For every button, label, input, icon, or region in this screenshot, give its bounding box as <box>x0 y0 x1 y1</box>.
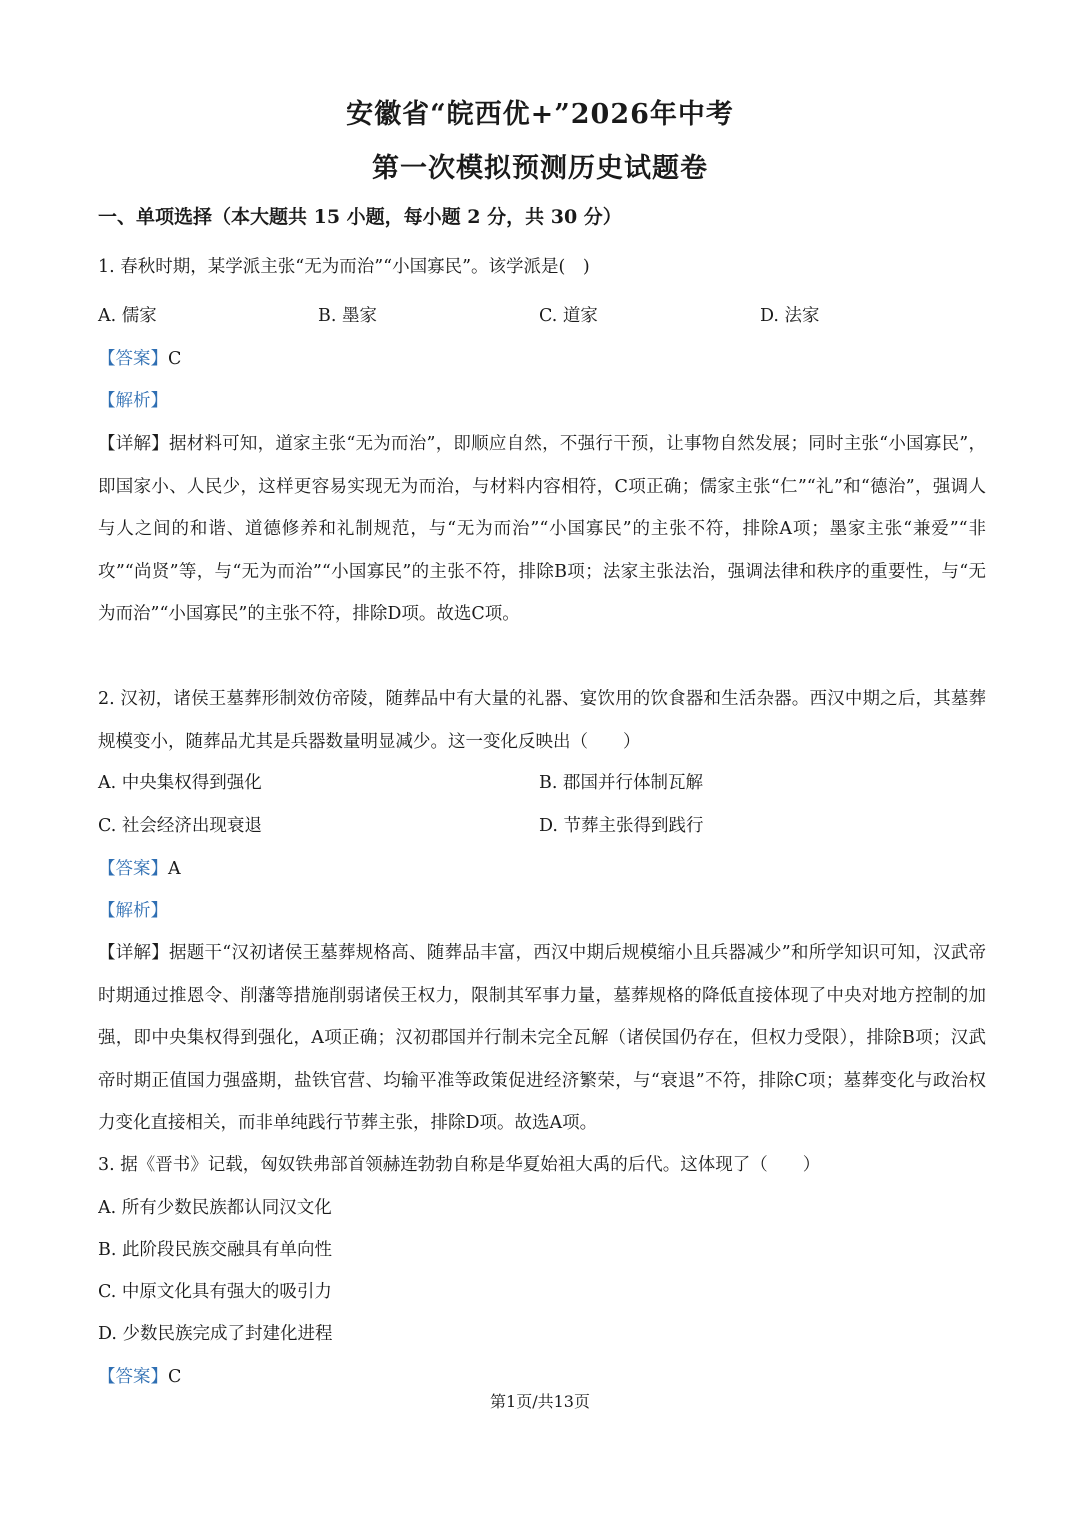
page-footer: 第1页/共13页 <box>490 1392 590 1411</box>
question-3-option-b: B. 此阶段民族交融具有单向性 <box>98 1240 332 1260</box>
question-1-option-d: D. 法家 <box>760 306 820 326</box>
exam-title-line1: 安徽省“皖西优+”2026年中考 <box>346 99 734 130</box>
analysis-label: 【解析】 <box>98 901 168 921</box>
detail-text: 据材料可知，道家主张“无为而治”，即顺应自然，不强行干预，让事物自然发展；同时主张“小国寡民”，即国家小、人民少，这样更容易实现无为而治，与材料内容相符，C项正确；儒家主张“仁”“礼”和“德治”，强调人与人之间的和谐、道德修养和礼制规范，与“无为而治”“小国寡民”的主张不符，排除A项；墨家主张“兼爱”“非攻”“尚贤”等，与“无为而治”“小国寡民”的主张不符，排除B项；法家主张法治，强调法律和秩序的重要性，与“无为而治”“小国寡民”的主张不符，排除D项。故选C项。 <box>98 434 986 624</box>
detail-label: 【详解】 <box>98 943 170 963</box>
question-1-stem: 1. 春秋时期，某学派主张“无为而治”“小国寡民”。该学派是( ) <box>98 257 590 277</box>
question-3-option-d: D. 少数民族完成了封建化进程 <box>98 1324 333 1344</box>
detail-text: 据题干“汉初诸侯王墓葬规格高、随葬品丰富，西汉中期后规模缩小且兵器减少”和所学知识可知，汉武帝时期通过推恩令、削藩等措施削弱诸侯王权力，限制其军事力量，墓葬规格的降低直接体现了中央对地方控制的加强，即中央集权得到强化，A项正确；汉初郡国并行制未完全瓦解（诸侯国仍存在，但权力受限），排除B项；汉武帝时期正值国力强盛期，盐铁官营、均输平准等政策促进经济繁荣，与“衰退”不符，排除C项；墓葬变化与政治权力变化直接相关，而非单纯践行节葬主张，排除D项。故选A项。 <box>98 943 987 1133</box>
question-2-analysis-label <box>98 890 986 933</box>
question-2-option-d: D. 节葬主张得到践行 <box>539 816 704 836</box>
question-1-answer <box>98 338 986 381</box>
question-3-option-c: C. 中原文化具有强大的吸引力 <box>98 1282 332 1302</box>
question-1-option-a: A. 儒家 <box>98 306 157 326</box>
question-1-option-b: B. 墨家 <box>318 306 377 326</box>
answer-label: 【答案】 <box>98 349 168 369</box>
question-2-answer <box>98 848 986 891</box>
question-3-stem: 3. 据《晋书》记载，匈奴铁弗部首领赫连勃勃自称是华夏始祖大禹的后代。这体现了（ ） <box>98 1155 821 1175</box>
question-2-option-a: A. 中央集权得到强化 <box>98 773 262 793</box>
question-2-stem: 2. 汉初，诸侯王墓葬形制效仿帝陵，随葬品中有大量的礼器、宴饮用的饮食器和生活杂器。西汉中期之后，其墓葬规模变小，随葬品尤其是兵器数量明显减少。这一变化反映出（ ） <box>98 689 986 752</box>
section-heading: 一、单项选择（本大题共 15 小题，每小题 2 分，共 30 分） <box>98 206 622 228</box>
question-1-option-c: C. 道家 <box>539 306 598 326</box>
question-1-detail <box>98 423 986 636</box>
analysis-label: 【解析】 <box>98 391 168 411</box>
question-2-option-b: B. 郡国并行体制瓦解 <box>539 773 703 793</box>
answer-label: 【答案】 <box>98 859 168 879</box>
answer-value: C <box>168 1367 182 1387</box>
question-1-analysis-label <box>98 380 986 423</box>
detail-label: 【详解】 <box>98 434 169 454</box>
answer-value: A <box>168 859 181 879</box>
answer-value: C <box>168 349 182 369</box>
answer-label: 【答案】 <box>98 1367 168 1387</box>
exam-title-line2: 第一次模拟预测历史试题卷 <box>372 153 708 184</box>
question-2-option-c: C. 社会经济出现衰退 <box>98 816 262 836</box>
question-3-option-a: A. 所有少数民族都认同汉文化 <box>98 1198 332 1218</box>
question-2-detail <box>98 932 986 1145</box>
